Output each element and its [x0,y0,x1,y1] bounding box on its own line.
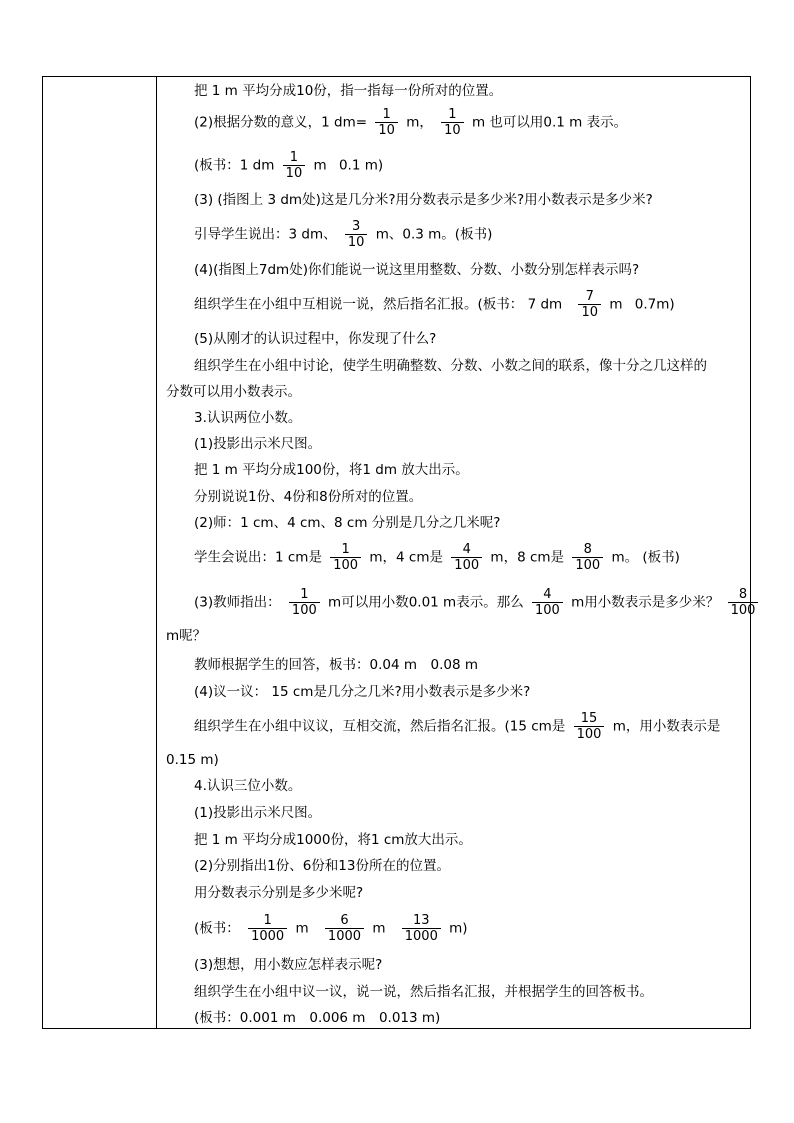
text: 0.1 m) [338,157,384,174]
denominator: 100 [730,603,756,618]
text: 7 dm [527,296,563,313]
text: 组织学生在小组中互相说一说，然后指名汇报。(板书： [194,296,524,313]
text: 教师根据学生的回答，板书：0.04 m 0.08 m [194,657,479,673]
text: (板书： [194,920,240,937]
text: m，8 cm是 [490,549,565,566]
numerator: 8 [738,587,748,602]
text: 把 1 m 平均分成100份，将1 dm 放大出示。 [194,462,469,478]
line-19 [194,657,478,673]
line-23 [194,778,301,794]
line-4 [194,192,653,208]
text: 4.认识三位小数。 [194,778,302,794]
text: (5)从刚才的认识过程中，你发现了什么? [194,331,437,347]
text: m [609,296,623,313]
text: 分数可以用小数表示。 [166,384,301,400]
text: 引导学生说出：3 dm、 [194,226,337,243]
line-31 [194,1010,440,1026]
denominator: 10 [378,123,395,138]
line-24 [194,805,321,821]
text: (4)(指图上7dm处)你们能说一说这里用整数、分数、小数分别怎样表示吗? [194,262,640,278]
text: m [372,920,386,937]
text: m [313,157,327,174]
denominator: 1000 [251,929,285,944]
fraction [578,289,601,320]
line-15 [194,515,500,531]
line-2 [194,107,627,138]
denominator: 100 [576,727,602,742]
text: m可以用小数0.01 m表示。那么 [328,594,524,611]
line-10 [166,384,301,400]
left-column [43,77,157,1028]
denominator: 10 [347,235,365,250]
text: 把 1 m 平均分成1000份，将1 cm放大出示。 [194,832,472,848]
line-9 [194,358,707,374]
line-28 [194,913,468,944]
numerator: 1 [448,107,457,122]
text: (2)师：1 cm、4 cm、8 cm 分别是几分之几米呢? [194,515,501,531]
text: m用小数表示是多少米？ [571,594,720,611]
numerator: 1 [341,542,350,557]
content-cell [166,77,756,1028]
numerator: 4 [462,542,471,557]
line-6 [194,262,639,278]
denominator: 100 [535,603,560,618]
fraction [451,542,482,573]
line-18 [166,628,206,644]
text: m [295,920,309,937]
text: 组织学生在小组中议一议，说一说，然后指名汇报，并根据学生的回答板书。 [194,984,653,1000]
numerator: 1 [263,913,272,928]
fraction [532,587,563,618]
text: 分别说说1份、4份和8份所对的位置。 [194,489,423,505]
text: 学生会说出：1 cm是 [194,549,322,566]
text: (2)分别指出1份、6份和13份所在的位置。 [194,858,450,874]
lesson-table [42,76,756,1029]
text: (1)投影出示米尺图。 [194,436,322,452]
text: 0.7m) [634,296,675,313]
fraction [325,913,364,944]
text: (1)投影出示米尺图。 [194,805,322,821]
line-22 [166,752,219,768]
text: (3) (指图上 3 dm处)这是几分米?用分数表示是多少米?用小数表示是多少米? [194,192,653,208]
line-7 [194,289,675,320]
numerator: 1 [300,587,309,602]
numerator: 1 [382,107,391,122]
line-30 [194,984,653,1000]
line-8 [194,331,436,347]
text: m呢？ [166,628,207,644]
text: m，4 cm是 [369,549,443,566]
line-3 [194,150,383,181]
numerator: 7 [585,289,594,304]
text: m、0.3 m。(板书) [375,226,493,243]
text: m。 (板书) [611,549,680,566]
text: (3)教师指出： [194,594,281,611]
text: (4)议一议： 15 cm是几分之几米?用小数表示是多少米? [194,684,531,700]
text: 组织学生在小组中议议，互相交流，然后指名汇报。(15 cm是 [194,718,566,735]
text: 3.认识两位小数。 [194,410,302,426]
fraction [441,107,464,138]
fraction [283,150,306,181]
numerator: 6 [340,913,349,928]
denominator: 10 [581,305,599,320]
text: m， [406,114,433,131]
fraction [728,587,759,618]
text: m，用小数表示是 [612,718,721,735]
denominator: 100 [575,558,601,573]
fraction [572,542,603,573]
text: m 也可以用0.1 m 表示。 [471,114,628,131]
text: (3)想想，用小数应怎样表示呢? [194,957,383,973]
text: 组织学生在小组中讨论，使学生明确整数、分数、小数之间的联系，像十分之几这样的 [194,358,707,374]
denominator: 10 [285,166,303,181]
text: (2)根据分数的意义，1 dm= [194,114,368,131]
numerator: 3 [352,219,361,234]
text: m) [449,920,468,937]
fraction [289,587,320,618]
line-26 [194,858,450,874]
line-21 [194,711,720,742]
text: 用分数表示分别是多少米呢? [194,885,364,901]
denominator: 1000 [327,929,362,944]
numerator: 4 [543,587,552,602]
numerator: 8 [583,542,592,557]
line-14 [194,489,422,505]
line-12 [194,436,321,452]
denominator: 100 [333,558,359,573]
line-16 [194,542,680,573]
text: 把 1 m 平均分成10份，指一指每一份所对的位置。 [194,83,503,99]
fraction [330,542,361,573]
text: 0.15 m) [166,752,219,768]
line-11 [194,410,301,426]
text: (板书：0.001 m 0.006 m 0.013 m) [194,1010,441,1026]
line-1 [194,83,502,99]
line-20 [194,684,530,700]
line-25 [194,832,472,848]
denominator: 10 [444,123,461,138]
numerator: 15 [580,711,598,726]
line-29 [194,957,382,973]
numerator: 13 [413,913,430,928]
fraction [248,913,287,944]
text: (板书：1 dm [194,157,275,174]
fraction [402,913,441,944]
line-17 [194,587,762,618]
denominator: 1000 [404,929,438,944]
fraction [375,107,398,138]
fraction [574,711,605,742]
line-27 [194,885,363,901]
line-13 [194,462,469,478]
fraction [345,219,368,250]
line-5 [194,219,492,250]
numerator: 1 [289,150,299,165]
denominator: 100 [454,558,480,573]
denominator: 100 [291,603,317,618]
